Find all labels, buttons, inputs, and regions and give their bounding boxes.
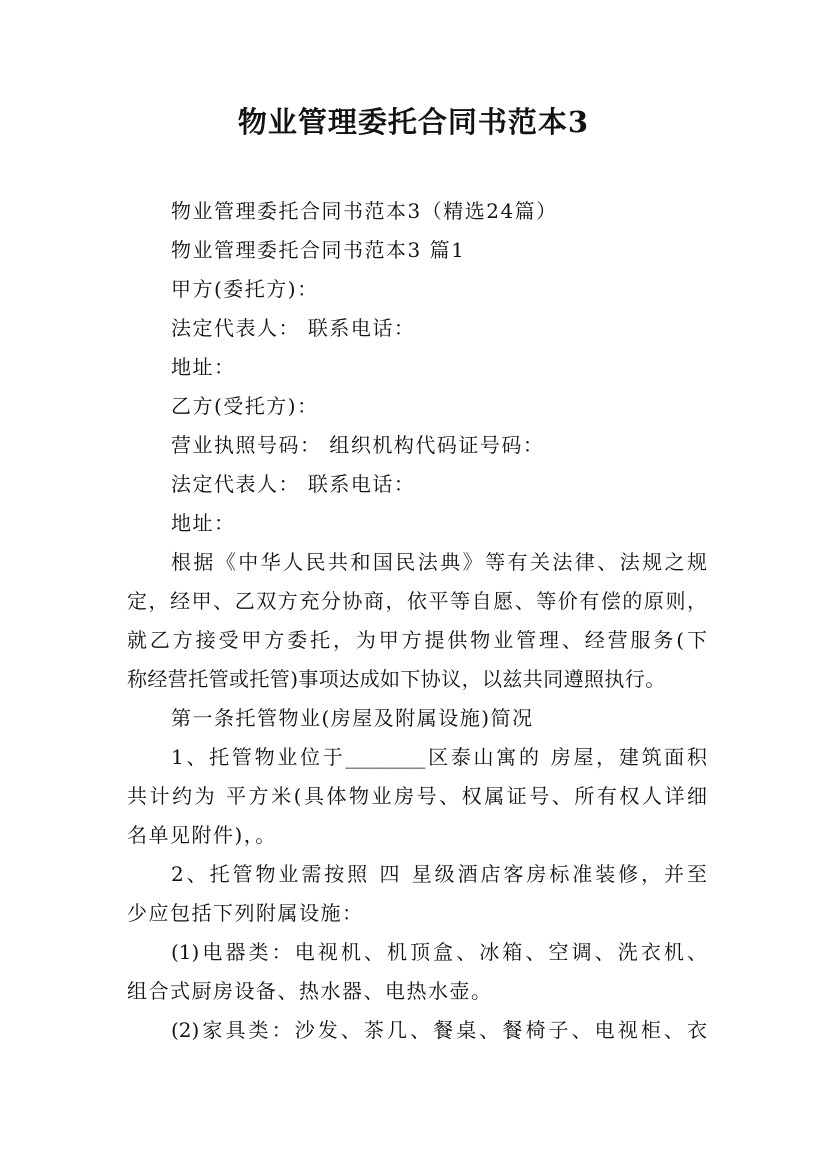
paragraph-line: (1)电器类：电视机、机顶盒、冰箱、空调、洗衣机、 [171, 940, 707, 964]
party-a-representative-line: 法定代表人： 联系电话： [171, 316, 416, 340]
paragraph-line: 定，经甲、乙双方充分协商，依平等自愿、等价有偿的原则， [127, 589, 707, 613]
party-a-address-line: 地址： [171, 355, 236, 379]
article-heading: 第一条托管物业(房屋及附属设施)简况 [171, 706, 534, 730]
party-b-label: 乙方(受托方)： [171, 394, 319, 418]
paragraph-line-subtitle: 物业管理委托合同书范本3（精选24篇） [171, 199, 558, 223]
party-b-license-line: 营业执照号码： 组织机构代码证号码： [171, 433, 545, 457]
paragraph-line: 少应包括下列附属设施： [127, 901, 364, 925]
paragraph-line: 2、托管物业需按照 四 星级酒店客房标准装修，并至 [171, 862, 707, 886]
party-a-label: 甲方(委托方)： [171, 277, 319, 301]
paragraph-line: (2)家具类：沙发、茶几、餐桌、餐椅子、电视柜、衣 [171, 1018, 707, 1042]
paragraph-line-section-heading: 物业管理委托合同书范本3 篇1 [171, 238, 466, 262]
party-b-address-line: 地址： [171, 511, 236, 535]
paragraph-line: 共计约为 平方米(具体物业房号、权属证号、所有权人详细 [127, 784, 707, 808]
paragraph-line: 根据《中华人民共和国民法典》等有关法律、法规之规 [171, 550, 707, 574]
paragraph-line: 称经营托管或托管)事项达成如下协议，以兹共同遵照执行。 [127, 667, 666, 691]
paragraph-line: 就乙方接受甲方委托，为甲方提供物业管理、经营服务(下 [127, 628, 707, 652]
document-title: 物业管理委托合同书范本3 [237, 105, 590, 139]
paragraph-line: 组合式厨房设备、热水器、电热水壶。 [127, 979, 493, 1003]
paragraph-line: 名单见附件)，。 [127, 823, 277, 847]
paragraph-line: 1、托管物业位于________区泰山寓的 房屋，建筑面积 [171, 745, 707, 769]
party-b-representative-line: 法定代表人： 联系电话： [171, 472, 416, 496]
